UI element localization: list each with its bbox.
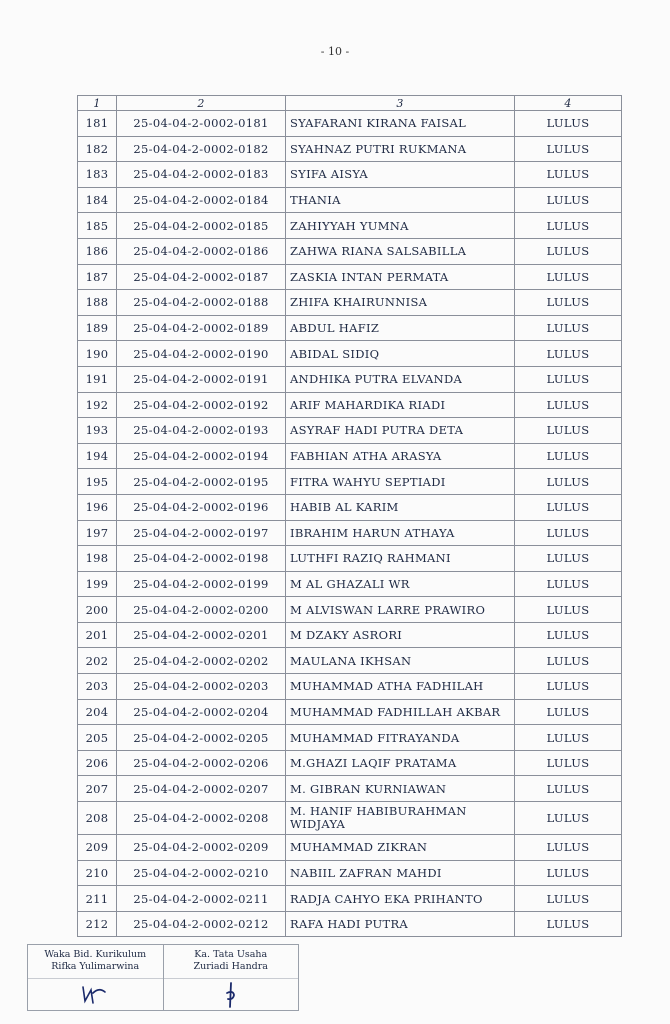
table-row [78,546,622,572]
exam-number: 25-04-04-2-0002-0187 [117,264,286,290]
table-row [78,187,622,213]
status: LULUS [515,494,622,520]
exam-number: 25-04-04-2-0002-0210 [117,860,286,886]
exam-number: 25-04-04-2-0002-0192 [117,392,286,418]
right-divider [164,978,299,979]
status: LULUS [515,469,622,495]
signature-left [28,945,163,1010]
student-name: MUHAMMAD FITRAYANDA [286,725,515,751]
row-number: 212 [78,911,117,937]
row-number: 186 [78,238,117,264]
student-name: NABIIL ZAFRAN MAHDI [286,860,515,886]
exam-number: 25-04-04-2-0002-0185 [117,213,286,239]
student-name: MUHAMMAD FADHILLAH AKBAR [286,699,515,725]
table-row [78,315,622,341]
exam-number: 25-04-04-2-0002-0203 [117,674,286,700]
exam-number: 25-04-04-2-0002-0212 [117,911,286,937]
row-number: 189 [78,315,117,341]
status: LULUS [515,366,622,392]
row-number: 191 [78,366,117,392]
row-number: 210 [78,860,117,886]
table-row [78,750,622,776]
student-name: SYAFARANI KIRANA FAISAL [286,111,515,137]
row-number: 187 [78,264,117,290]
right-signer-name: Zuriadi Handra [193,961,268,972]
student-name: RADJA CAHYO EKA PRIHANTO [286,886,515,912]
exam-number: 25-04-04-2-0002-0208 [117,802,286,835]
student-name: THANIA [286,187,515,213]
exam-number: 25-04-04-2-0002-0189 [117,315,286,341]
student-name: FABHIAN ATHA ARASYA [286,443,515,469]
page-number: - 10 - [320,45,350,58]
student-name: MUHAMMAD ZIKRAN [286,835,515,861]
left-signer-name: Rifka Yulimarwina [51,961,140,972]
status: LULUS [515,886,622,912]
student-name: M. GIBRAN KURNIAWAN [286,776,515,802]
status: LULUS [515,725,622,751]
header-col-4: 4 [515,96,622,111]
table-row [78,264,622,290]
table-row [78,597,622,623]
table-row [78,418,622,444]
table-row [78,802,622,835]
table-row [78,290,622,316]
status: LULUS [515,750,622,776]
student-name: M.GHAZI LAQIF PRATAMA [286,750,515,776]
exam-number: 25-04-04-2-0002-0186 [117,238,286,264]
row-number: 199 [78,571,117,597]
table-row [78,674,622,700]
status: LULUS [515,546,622,572]
row-number: 209 [78,835,117,861]
exam-number: 25-04-04-2-0002-0196 [117,494,286,520]
student-name: ZASKIA INTAN PERMATA [286,264,515,290]
left-signature-mark [28,981,163,1011]
table-row [78,648,622,674]
exam-number: 25-04-04-2-0002-0181 [117,111,286,137]
header-col-2: 2 [117,96,286,111]
row-number: 203 [78,674,117,700]
status: LULUS [515,264,622,290]
row-number: 195 [78,469,117,495]
status: LULUS [515,392,622,418]
student-name: ARIF MAHARDIKA RIADI [286,392,515,418]
table-row [78,392,622,418]
row-number: 193 [78,418,117,444]
table-row [78,111,622,137]
student-name: ZAHWA RIANA SALSABILLA [286,238,515,264]
exam-number: 25-04-04-2-0002-0201 [117,622,286,648]
table-row [78,341,622,367]
status: LULUS [515,622,622,648]
exam-number: 25-04-04-2-0002-0188 [117,290,286,316]
exam-number: 25-04-04-2-0002-0207 [117,776,286,802]
row-number: 208 [78,802,117,835]
row-number: 185 [78,213,117,239]
row-number: 182 [78,136,117,162]
row-number: 200 [78,597,117,623]
student-name: SYIFA AISYA [286,162,515,188]
table-row [78,776,622,802]
student-name: M DZAKY ASRORI [286,622,515,648]
table-row [78,911,622,937]
student-name: SYAHNAZ PUTRI RUKMANA [286,136,515,162]
row-number: 192 [78,392,117,418]
status: LULUS [515,162,622,188]
table-row [78,725,622,751]
student-name: M ALVISWAN LARRE PRAWIRO [286,597,515,623]
signature-right [163,945,299,1010]
student-name: ABIDAL SIDIQ [286,341,515,367]
table-row [78,520,622,546]
header-col-1: 1 [78,96,117,111]
student-name: ASYRAF HADI PUTRA DETA [286,418,515,444]
exam-number: 25-04-04-2-0002-0209 [117,835,286,861]
row-number: 211 [78,886,117,912]
student-name: ANDHIKA PUTRA ELVANDA [286,366,515,392]
student-name: ABDUL HAFIZ [286,315,515,341]
table-row [78,571,622,597]
exam-number: 25-04-04-2-0002-0183 [117,162,286,188]
right-signature-mark [164,981,299,1013]
row-number: 183 [78,162,117,188]
table-row [78,136,622,162]
exam-number: 25-04-04-2-0002-0211 [117,886,286,912]
exam-number: 25-04-04-2-0002-0197 [117,520,286,546]
table-row [78,366,622,392]
status: LULUS [515,911,622,937]
row-number: 197 [78,520,117,546]
student-name: M. HANIF HABIBURAHMAN WIDJAYA [286,802,515,835]
table-row [78,835,622,861]
graduation-results-table [77,95,622,937]
status: LULUS [515,835,622,861]
table-row [78,886,622,912]
table-row [78,860,622,886]
status: LULUS [515,699,622,725]
table-row [78,699,622,725]
status: LULUS [515,136,622,162]
right-signer-title: Ka. Tata Usaha [194,949,268,960]
status: LULUS [515,341,622,367]
status: LULUS [515,315,622,341]
student-name: FITRA WAHYU SEPTIADI [286,469,515,495]
exam-number: 25-04-04-2-0002-0184 [117,187,286,213]
left-signer-title: Waka Bid. Kurikulum [44,949,147,960]
exam-number: 25-04-04-2-0002-0194 [117,443,286,469]
status: LULUS [515,238,622,264]
header-col-3: 3 [286,96,515,111]
status: LULUS [515,860,622,886]
row-number: 190 [78,341,117,367]
row-number: 207 [78,776,117,802]
row-number: 198 [78,546,117,572]
table-row [78,622,622,648]
exam-number: 25-04-04-2-0002-0193 [117,418,286,444]
table-row [78,238,622,264]
table-row [78,162,622,188]
student-name: M AL GHAZALI WR [286,571,515,597]
table-row [78,213,622,239]
student-name: HABIB AL KARIM [286,494,515,520]
student-name: MUHAMMAD ATHA FADHILAH [286,674,515,700]
student-name: LUTHFI RAZIQ RAHMANI [286,546,515,572]
status: LULUS [515,776,622,802]
table-row [78,443,622,469]
table-row [78,469,622,495]
exam-number: 25-04-04-2-0002-0198 [117,546,286,572]
status: LULUS [515,802,622,835]
row-number: 184 [78,187,117,213]
row-number: 201 [78,622,117,648]
student-name: ZHIFA KHAIRUNNISA [286,290,515,316]
exam-number: 25-04-04-2-0002-0205 [117,725,286,751]
exam-number: 25-04-04-2-0002-0200 [117,597,286,623]
row-number: 188 [78,290,117,316]
row-number: 205 [78,725,117,751]
status: LULUS [515,597,622,623]
exam-number: 25-04-04-2-0002-0191 [117,366,286,392]
row-number: 204 [78,699,117,725]
exam-number: 25-04-04-2-0002-0199 [117,571,286,597]
status: LULUS [515,418,622,444]
status: LULUS [515,648,622,674]
status: LULUS [515,571,622,597]
status: LULUS [515,520,622,546]
exam-number: 25-04-04-2-0002-0204 [117,699,286,725]
exam-number: 25-04-04-2-0002-0202 [117,648,286,674]
left-divider [28,978,163,979]
status: LULUS [515,187,622,213]
row-number: 196 [78,494,117,520]
table-row [78,494,622,520]
exam-number: 25-04-04-2-0002-0190 [117,341,286,367]
row-number: 181 [78,111,117,137]
status: LULUS [515,111,622,137]
student-name: IBRAHIM HARUN ATHAYA [286,520,515,546]
table-header-row [78,96,622,111]
row-number: 206 [78,750,117,776]
student-name: MAULANA IKHSAN [286,648,515,674]
signature-box [27,944,299,1011]
student-name: ZAHIYYAH YUMNA [286,213,515,239]
row-number: 194 [78,443,117,469]
status: LULUS [515,213,622,239]
exam-number: 25-04-04-2-0002-0182 [117,136,286,162]
exam-number: 25-04-04-2-0002-0195 [117,469,286,495]
status: LULUS [515,290,622,316]
exam-number: 25-04-04-2-0002-0206 [117,750,286,776]
student-name: RAFA HADI PUTRA [286,911,515,937]
status: LULUS [515,443,622,469]
table-body [78,111,622,937]
row-number: 202 [78,648,117,674]
status: LULUS [515,674,622,700]
